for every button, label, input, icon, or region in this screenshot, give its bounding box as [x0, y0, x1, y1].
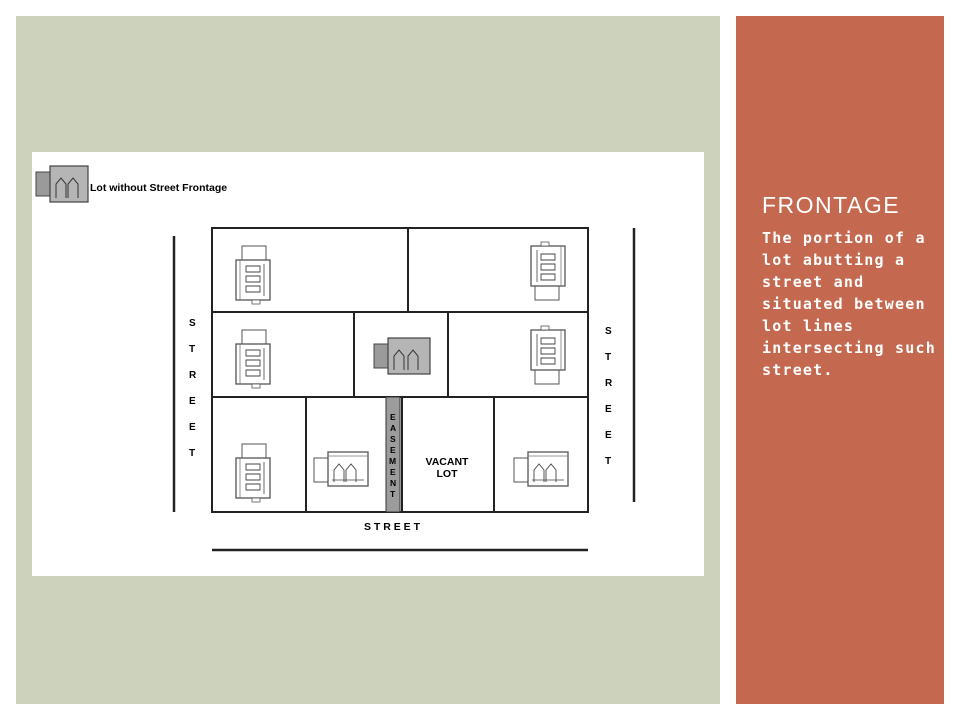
house-lot-5	[531, 326, 565, 384]
legend-house-icon	[36, 166, 88, 202]
street-right-letter: T	[605, 352, 612, 363]
easement-letter: E	[390, 467, 396, 477]
slide-title: FRONTAGE	[762, 192, 901, 218]
street-left-letter: E	[189, 396, 196, 407]
street-right-letter: S	[605, 326, 612, 337]
slide-description: The portion of a lot abutting a street and situated between lot lines intersecting such street.	[762, 229, 936, 379]
easement-letter: E	[390, 412, 396, 422]
easement-letter: E	[390, 445, 396, 455]
easement-letter: N	[390, 478, 397, 488]
easement-letter: A	[390, 423, 397, 433]
house-lot-8	[514, 452, 568, 486]
lot-diagram	[32, 152, 704, 576]
street-left-letter: S	[189, 318, 196, 329]
street-left-letter: T	[189, 448, 196, 459]
street-label-right	[605, 326, 613, 467]
street-left-letter: R	[189, 370, 197, 381]
legend-label: Lot without Street Frontage	[90, 182, 228, 194]
street-right-letter: E	[605, 430, 612, 441]
house-lot-7	[314, 452, 368, 486]
street-right-letter: E	[605, 404, 612, 415]
house-lot-2	[531, 242, 565, 300]
easement-label	[389, 412, 396, 499]
street-right-letter: R	[605, 378, 613, 389]
house-lot-1	[236, 246, 270, 304]
street-label-bottom: S T R E E T	[364, 521, 421, 533]
easement-letter: S	[390, 434, 396, 444]
street-label-left	[189, 318, 197, 459]
house-lot-6	[236, 444, 270, 502]
street-right-letter: T	[605, 456, 612, 467]
street-left-letter: T	[189, 344, 196, 355]
street-left-letter: E	[189, 422, 196, 433]
easement-letter: T	[390, 489, 396, 499]
lot-diagram-figure	[32, 152, 704, 576]
house-no-frontage	[374, 338, 430, 374]
house-lot-3	[236, 330, 270, 388]
easement-letter: M	[389, 456, 397, 466]
vacant-lot-label-line1: VACANT	[425, 456, 469, 468]
vacant-lot-label-line2: LOT	[436, 468, 458, 480]
right-panel	[736, 16, 944, 704]
